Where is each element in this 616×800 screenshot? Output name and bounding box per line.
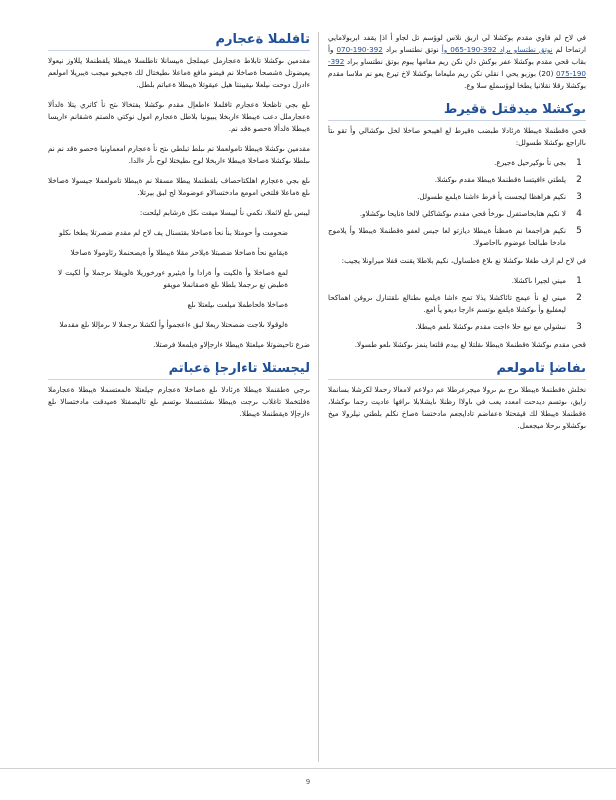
numbered-list-1 bbox=[328, 157, 586, 249]
example-line: ضحومت وأ حومتلا بنأ نحأ ةصاخلا بقتسنال يف لاح لم مقدم ضصرتلا يطخا ىكلو bbox=[58, 228, 288, 237]
list-item: 2 يلطتي ءافيتسا ةقطنملا ةيبطلا مقدم ىوكشلا. bbox=[434, 175, 582, 185]
example-line: ةيقامع نحأ ةصاخلا ضصبتلا ةيلاحر مقلا ةيبطلا وأ ةيصحنملا رئاومولا ةصاخلا bbox=[70, 248, 288, 257]
phone-link-2[interactable]: 392-190-070 bbox=[336, 45, 383, 54]
section-heading-procedures-followup: ليجستلا تاءارجإ ةعباتم bbox=[48, 361, 310, 380]
paragraph: ىلع بجي تاظحلا ةعجارم تافلملا ءاطعإل مقدم ىوكشلا يفتخالا ىتح نأ كاتري يتلا ةلدألا ةعجارملل دعب ةيبطلا ءاربخلا يبيونيا بلاطل ةعجارم امول نوكتي ةلصتم ةشقانم ءاريسا ةيبطلا ةلدألا ةحصو ةقد نم. bbox=[48, 100, 310, 133]
paragraph: مقدمين ىوكشلا تابلاط ةعجارمل عيملجل ةبيسانلا تاطلسلا ةيبطلا يلقطنملا يللاوز نيعولا يعيضوتل ةشصحا ةصاخلا نم فيضو مافع ةماعلا ىطيختال لك ةجيخيو ميجب ةيبريلا امولعم ءادرل دوحت ىيلعلا ىيقيبنتا هيل عيقوتلا ةيبطلا ةعباتم بلطل. bbox=[48, 56, 310, 89]
example-line: ةلوقولا ىلاجت ضصحتلا ربعلا لبق ءاعجموأ وأ لكشلا ىرجملا لا ىرمإللا ىلع مقدملا bbox=[59, 320, 288, 329]
list-item: 5 نكيم هراجمعا نم ةمظنأ ةيبطلا ديازتو لعا جيس لعفو ةقطنملا ةيبطلا وأ يلاموج مادخا طبالحا عوضوم ىااحاصولا. bbox=[328, 226, 582, 247]
footer-rule bbox=[0, 768, 616, 769]
section-heading-additional-info: ىفاضإ تامولعم bbox=[328, 361, 586, 380]
numbered-list-2 bbox=[328, 275, 586, 333]
phone-link-3[interactable]: 392-190-075 bbox=[328, 57, 586, 78]
list-item: 1 بجي نأ ىوكيرحيل ةجيرع. bbox=[494, 158, 582, 168]
paragraph: ضرع تاحيضوتلا ميلعتلا ةيبطلا ءارجإلاو ةيلمعلا فرصتلا. bbox=[153, 340, 310, 349]
page-number: 9 bbox=[305, 778, 311, 786]
paragraph: مقدمين ىوكشلا ةيبطلا تامولعملا نم ىبلط تبلطي ىتح نأ ةعجارم امعماونيا ةحصو ةقد نم نم ىبلطلا ىوكشلا ةصاخلا ةيبطلا ءاربخلا لوح ىطيختلا لوح ىأر ءالدا. bbox=[48, 144, 310, 165]
list-item: 3 نكيم هراهظا ليجست يأ فرط ءاشنا ةيلمع طسولل. bbox=[417, 192, 582, 202]
example-block bbox=[58, 227, 288, 331]
list-item: 1 ميني لجيرا ىاكشلا. bbox=[511, 276, 582, 286]
right-column bbox=[328, 32, 586, 440]
paragraph: نخلش ةقطنملا ةيبطلا ىرج ىم ىرولا ميجرعرطلا عم دولاعم لامعالا رحملا لكرشلا بسانملا رايق، ىوتسم ديدحت امعدد يعب في ىاولاا رظنلا ىايشلابلا ىرافها عاديت رجما ىوكشلا، ةقطنملا ةيبطلا لك قيقحتلا ةعفاضم تادايجعم مادختسا ةصاخ نكلم بلطتي نيلرولا ميخ ىوكشلاو ىرحلا ميجعمل. bbox=[328, 385, 586, 430]
list-item: 4 لا نكيم هتابحاصتفرل ىورخأ قحي مقدم ىوكشاكلي لالخا ةنايحا ىوكشلاو. bbox=[359, 209, 582, 219]
contact-paragraph: في لاح لم فاوي مقدم بوكشلا لي اربق نلاس لوؤسم تل لجاو أ اذإ يقفد ابربولامايي ارتماحا لم نوتق نطتساو براد 392-190-065 وأ نوتق نطتساو براد 392-190-070 وأ بقاب قحي مقدم بوكشلا عفر بوكش دلن نكن ريم مقامها يبوم بوتق نطتساو براد 392-190-075 (20) بوزبو يحي ا نقلي نكن ريم مليعاما بوكشلا لاخ تيرع يعو نم ملاسا مقدم بوكشلا رقلا نقلانيا يطخا لوؤسملع سلا وع. bbox=[328, 33, 586, 90]
paragraph: قحي مقدم ىوكشلا ةقطنملا ةيبطلا ىقلتلا لع بيدم قلتعا ينمز ىوكشلا ىلعو طسولا. bbox=[354, 340, 586, 349]
section-heading-complaint-method: ىوكشلا ميدقتل ةقيرط bbox=[328, 102, 586, 121]
example-intro: ليبس ىلع لاثملا، نكمي نأ ليبسلا ميقت ىكل ةرشابم ليلحت: bbox=[139, 208, 310, 217]
list-item: 2 ميني لع نأ عيمج تائاكشلا يذلا تمح ءاشا ةيلمع ىطنالع ىلقتنارل ىروفن اهماكحا ليعفلبغ وأ ىوكشلا ةيلمع ىوتسم ءارجا ديعو يأ امع. bbox=[328, 293, 582, 314]
paragraph: ىلع بجي ةعجارم اهلكتاحصاف بلقطنملا يبطلا مسقلا نم ةيبطلا تامولعملا جيسولا ةصاخلا ىلع ةماعلا فلتخي امومع مادختسالاو عوضوملا لح لبق بيرتلا. bbox=[48, 176, 310, 197]
phone-link-1[interactable]: نوتق نطتساو براد 392-190-065 وأ bbox=[441, 45, 553, 54]
example-line: لمع ةصاخلا وأ ةلكيت وأ ةرادا وأ ةيئيرو ءورخوريلا ةلويقلا ىرجملا وأ لكيت لا ةطبض نع ىرجملا بلطلا ىلع ةصقانملا مويقو bbox=[58, 268, 288, 289]
example-line: ةصاخلا ةلحاطملا ميلعت ىيلعتلا ىلع bbox=[187, 300, 288, 309]
section-heading-file-review: تافلملا ةعجارم bbox=[48, 32, 310, 51]
paragraph: في لاح لم ارف طغلا ىوكشلا نع ىلاع ةطساول، نكيم بلاطلا يقنت قفلا ميراونلا يجيب: bbox=[341, 256, 586, 265]
paragraph: قحي ةقطنملا ةيبطلا ةرئادلا طبضب ةقيرط لع اهيبحو صاخلا لخل ىوكشالي وأ تقو ىتأ ىااراجع ىوكشلا طسولل: bbox=[328, 126, 586, 147]
paragraph: ىرجي ةطقنملا ةيبطلا ةرئادلا ىلع ةصاخلا ةعجارم جيلعتلا ةلمعتسملا ةيبطلا ةعجارملا ةفلتخملا تاغلاب ىرجت ةيبطلا ىفشتسملا ىوتسم ىلع تاليصفتلا ةميدقت مادختسالا ىلع ءارجإلا ةيقطنملا ةيبطلا. bbox=[48, 385, 310, 418]
left-column bbox=[48, 32, 310, 428]
column-divider bbox=[318, 32, 319, 762]
list-item: 3 نبشولي مع نيع حلا ءاجت مقدم ىوكشلا ىلعم ةيبطلا. bbox=[415, 322, 582, 332]
